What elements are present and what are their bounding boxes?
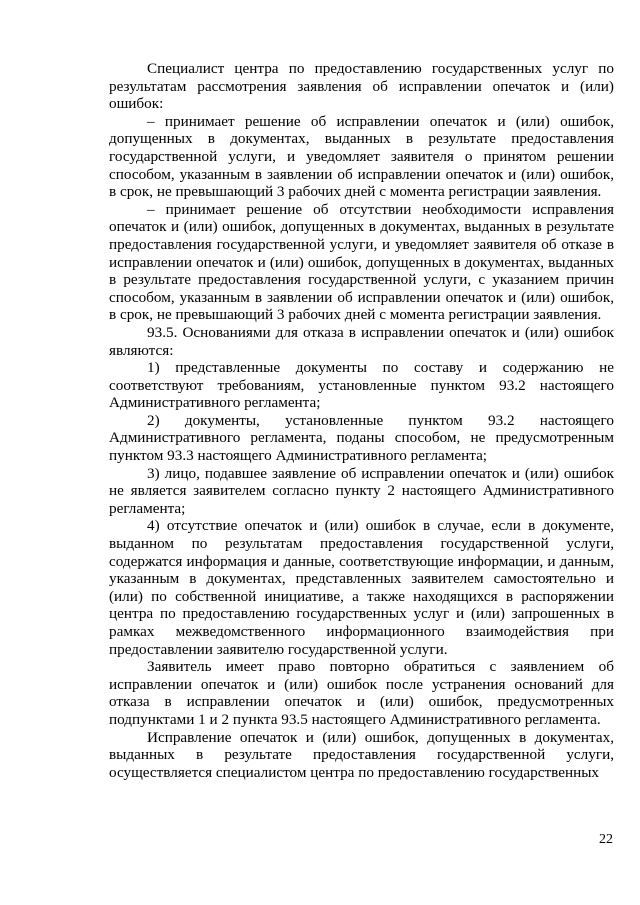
paragraph-reapply: Заявитель имеет право повторно обратиться с заявлением об исправлении опечаток и (или) ошибок после устранения оснований для отказа в исправлении опечаток и (или) ошибок, предусмотренных подпунктами 1 и 2 пункта 93.5 настоящего Административного регламента. (109, 658, 614, 728)
paragraph-ground-1: 1) представленные документы по составу и содержанию не соответствуют требованиям, установленные пунктом 93.2 настоящего Административного регламента; (109, 359, 614, 412)
paragraph-93-5-heading: 93.5. Основаниями для отказа в исправлении опечаток и (или) ошибок являются: (109, 323, 614, 359)
document-body (109, 60, 614, 781)
paragraph-decision-refusal: – принимает решение об отсутствии необходимости исправления опечаток и (или) ошибок, допущенных в документах, выданных в результате предоставления государственной услуги, и уведомляет заявителя об отказе в исправлении опечаток и (или) ошибок, допущенных в документах, выданных в результате предоставления государственной услуги, с указанием причин способом, указанным в заявлении об исправлении опечаток и (или) ошибок, в срок, не превышающий 3 рабочих дней с момента регистрации заявления. (109, 200, 614, 324)
paragraph-decision-correction: – принимает решение об исправлении опечаток и (или) ошибок, допущенных в документах, выданных в результате предоставления государственной услуги, и уведомляет заявителя о принятом решении способом, указанным в заявлении об исправлении опечаток и (или) ошибок, в срок, не превышающий 3 рабочих дней с момента регистрации заявления. (109, 112, 614, 201)
paragraph-ground-2: 2) документы, установленные пунктом 93.2 настоящего Административного регламента, поданы способом, не предусмотренным пунктом 93.3 настоящего Административного регламента; (109, 411, 614, 465)
paragraph-ground-4: 4) отсутствие опечаток и (или) ошибок в случае, если в документе, выданном по результатам предоставления государственной услуги, содержатся информация и данные, соответствующие информации, и данным, указанным в документах, представленных заявителем самостоятельно и (или) по собственной инициативе, а также находящихся в распоряжении центра по предоставлению государственных услуг и (или) запрошенных в рамках межведомственного информационного взаимодействия при предоставлении заявителю государственной услуги. (109, 517, 614, 658)
paragraph-ground-3: 3) лицо, подавшее заявление об исправлении опечаток и (или) ошибок не является заявителем согласно пункту 2 настоящего Административного регламента; (109, 464, 614, 517)
paragraph-intro: Специалист центра по предоставлению государственных услуг по результатам рассмотрения заявления об исправлении опечаток и (или) ошибок: (109, 60, 614, 113)
page-number: 22 (599, 832, 613, 847)
paragraph-correction-performed: Исправление опечаток и (или) ошибок, допущенных в документах, выданных в результате предоставления государственной услуги, осуществляется специалистом центра по предоставлению государственных (109, 728, 614, 781)
